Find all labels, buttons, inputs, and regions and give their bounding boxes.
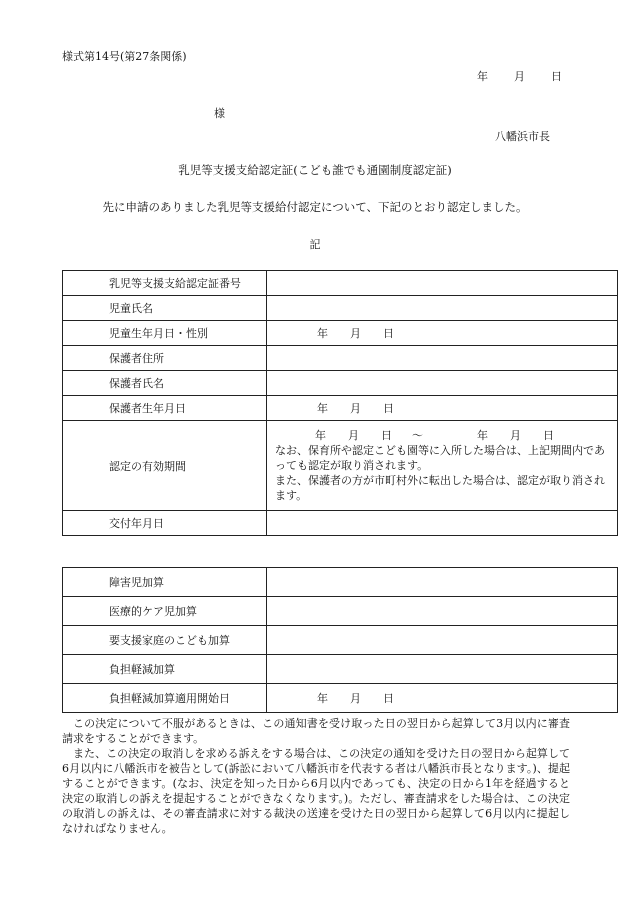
month-label: 月 [350, 327, 361, 340]
table-row [63, 626, 618, 655]
row-label-disability-addition: 障害児加算 [63, 568, 267, 597]
document-title: 乳児等支援支給認定証(こども誰でも通園制度認定証) [178, 163, 452, 177]
end-day-label: 日 [543, 429, 554, 442]
guardian-name-value [267, 371, 618, 396]
burden-reduction-start-value [267, 684, 618, 713]
addressee-suffix: 様 [214, 107, 225, 120]
month-label: 月 [350, 692, 361, 705]
period-note-admission: なお、保育所や認定こども園等に入所した場合は、上記期間内であっても認定が取り消されます。 [275, 444, 605, 472]
table-row [63, 296, 618, 321]
end-year-label: 年 [477, 429, 488, 442]
row-label-medical-care-addition: 医療的ケア児加算 [63, 597, 267, 626]
table-row [63, 271, 618, 296]
row-label-guardian-address: 保護者住所 [63, 346, 267, 371]
row-label-issue-date: 交付年月日 [63, 511, 267, 536]
guardian-birthdate-value [267, 396, 618, 421]
table-row [63, 346, 618, 371]
additions-table [62, 567, 618, 713]
period-tilde: ～ [412, 429, 423, 442]
certification-table [62, 270, 618, 536]
appeal-note-review: この決定について不服があるときは、この通知書を受け取った日の翌日から起算して3月以内に審査請求をすることができます。 [62, 717, 570, 745]
burden-reduction-value [267, 655, 618, 684]
issue-date-value [267, 511, 618, 536]
date-year-label: 年 [477, 70, 488, 83]
start-year-label: 年 [315, 429, 326, 442]
row-label-validity-period: 認定の有効期間 [63, 421, 267, 511]
row-label-burden-reduction: 負担軽減加算 [63, 655, 267, 684]
start-month-label: 月 [348, 429, 359, 442]
year-label: 年 [317, 692, 328, 705]
ki-heading: 記 [309, 238, 321, 251]
table-row [63, 684, 618, 713]
period-note-relocation: また、保護者の方が市町村外に転出した場合は、認定が取り消されます。 [275, 474, 605, 502]
table-row [63, 568, 618, 597]
day-label: 日 [383, 402, 394, 415]
month-label: 月 [350, 402, 361, 415]
intro-text: 先に申請のありました乳児等支援給付認定について、下記のとおり認定しました。 [102, 200, 528, 214]
appeal-notes [62, 716, 570, 836]
disability-addition-value [267, 568, 618, 597]
year-label: 年 [317, 327, 328, 340]
issuer-name: 八幡浜市長 [495, 130, 550, 143]
cert-number-value [267, 271, 618, 296]
table-row [63, 396, 618, 421]
row-label-child-name: 児童氏名 [63, 296, 267, 321]
guardian-address-value [267, 346, 618, 371]
child-name-value [267, 296, 618, 321]
table-row [63, 371, 618, 396]
row-label-guardian-birthdate: 保護者生年月日 [63, 396, 267, 421]
date-month-label: 月 [514, 70, 525, 83]
start-day-label: 日 [381, 429, 392, 442]
child-birthdate-value [267, 321, 618, 346]
end-month-label: 月 [510, 429, 521, 442]
table-row [63, 321, 618, 346]
table-row [63, 421, 618, 511]
date-day-label: 日 [551, 70, 562, 83]
table-row [63, 655, 618, 684]
period-range [275, 428, 611, 443]
row-label-burden-reduction-start: 負担軽減加算適用開始日 [63, 684, 267, 713]
year-label: 年 [317, 402, 328, 415]
row-label-guardian-name: 保護者氏名 [63, 371, 267, 396]
issue-date-line [477, 68, 562, 84]
medical-care-addition-value [267, 597, 618, 626]
support-family-addition-value [267, 626, 618, 655]
row-label-cert-number: 乳児等支援支給認定証番号 [63, 271, 267, 296]
validity-period-value [267, 421, 618, 511]
table-row [63, 511, 618, 536]
form-number: 様式第14号(第27条関係) [62, 50, 187, 63]
day-label: 日 [383, 692, 394, 705]
row-label-support-family-addition: 要支援家庭のこども加算 [63, 626, 267, 655]
day-label: 日 [383, 327, 394, 340]
appeal-note-lawsuit: また、この決定の取消しを求める訴えをする場合は、この決定の通知を受けた日の翌日から起算して6月以内に八幡浜市を被告として(訴訟において八幡浜市を代表する者は八幡浜市長となります。)、提起することができます。(なお、決定を知った日から6月以内であっても、決定の日から1年を経過すると決定の取消しの訴えを提起することができなくなります。)。ただし、審査請求をした場合は、この決定の取消しの訴えは、その審査請求に対する裁決の送達を受けた日の翌日から起算して6月以内に提起しなければなりません。 [62, 747, 570, 835]
row-label-child-birthdate: 児童生年月日・性別 [63, 321, 267, 346]
table-row [63, 597, 618, 626]
